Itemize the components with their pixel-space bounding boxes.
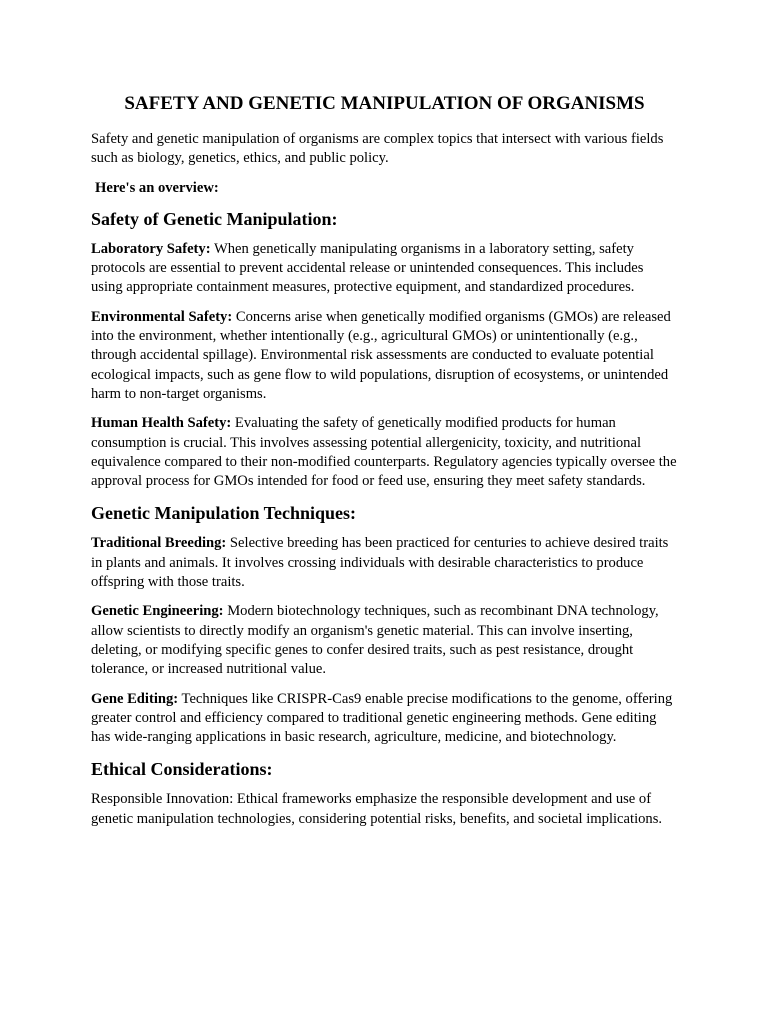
- item-traditional-breeding: [91, 534, 678, 592]
- overview-label: Here's an overview:: [95, 179, 219, 196]
- item-environmental-safety: [91, 308, 678, 404]
- item-text: Modern biotechnology techniques, such as recombinant DNA technology, allow scientists to directly modify an organism's genetic material. This can involve inserting, deleting, or modifying specific genes to confer desired traits, such as pest resistance, drought tolerance, or increased nutritional value.: [91, 603, 659, 678]
- item-text: Concerns arise when genetically modified organisms (GMOs) are released into the environment, whether intentionally (e.g., agricultural GMOs) or unintentionally (e.g., through accidental spillage). Environmental risk assessments are conducted to evaluate potential ecological impacts, such as gene flow to wild populations, disruption of ecosystems, or unintended harm to non-target organisms.: [91, 308, 671, 402]
- ethics-paragraph: Responsible Innovation: Ethical frameworks emphasize the responsible development and use of genetic manipulation technologies, considering potential risks, benefits, and societal implications.: [91, 791, 663, 827]
- item-term: Human Health Safety:: [91, 415, 232, 432]
- item-gene-editing: [91, 690, 678, 748]
- item-text: Selective breeding has been practiced for centuries to achieve desired traits in plants and animals. It involves crossing individuals with desirable characteristics to produce offspring with those traits.: [91, 535, 669, 591]
- item-genetic-engineering: [91, 602, 678, 679]
- item-term: Environmental Safety:: [91, 308, 233, 325]
- item-term: Genetic Engineering:: [91, 603, 224, 620]
- item-term: Gene Editing:: [91, 690, 179, 707]
- item-laboratory-safety: [91, 240, 678, 298]
- item-text: Evaluating the safety of genetically modified products for human consumption is crucial. This involves assessing potential allergenicity, toxicity, and nutritional equivalence compared to their non-modified counterparts. Regulatory agencies typically oversee the approval process for GMOs intended for food or feed use, ensuring they meet safety standards.: [91, 415, 677, 490]
- section-heading-techniques: Genetic Manipulation Techniques:: [91, 503, 357, 524]
- section-heading-ethics: Ethical Considerations:: [91, 759, 273, 780]
- intro-paragraph: Safety and genetic manipulation of organisms are complex topics that intersect with various fields such as biology, genetics, ethics, and public policy.: [91, 131, 664, 167]
- item-term: Laboratory Safety:: [91, 240, 211, 257]
- item-human-health-safety: [91, 414, 678, 491]
- section-heading-safety: Safety of Genetic Manipulation:: [91, 208, 338, 229]
- item-text: Techniques like CRISPR-Cas9 enable precise modifications to the genome, offering greater control and efficiency compared to traditional genetic engineering methods. Gene editing has wide-ranging applications in basic research, agriculture, medicine, and biotechnology.: [91, 690, 673, 746]
- item-text: When genetically manipulating organisms in a laboratory setting, safety protocols are essential to prevent accidental release or unintended consequences. This includes using appropriate containment measures, protective equipment, and standardized procedures.: [91, 240, 644, 296]
- item-term: Traditional Breeding:: [91, 535, 227, 552]
- document-title: SAFETY AND GENETIC MANIPULATION OF ORGANISMS: [124, 93, 645, 114]
